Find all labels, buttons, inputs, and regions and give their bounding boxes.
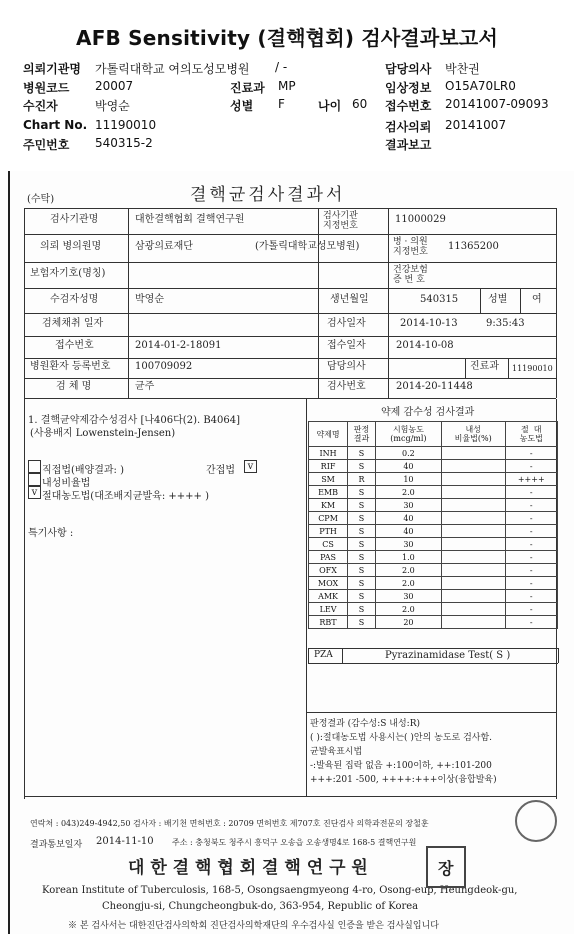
form-cell: 균주 bbox=[135, 381, 155, 392]
form-cell: 2014-20-11448 bbox=[396, 381, 473, 392]
header-label: 나이 bbox=[318, 99, 342, 113]
table-cell: - bbox=[505, 551, 558, 564]
test-line-1: 1. 결핵균약제감수성검사 [나406다(2). B4064] bbox=[28, 415, 241, 426]
form-cell: 검사기관명 bbox=[50, 214, 99, 225]
table-cell: RIF bbox=[309, 460, 348, 473]
header-label: 결과보고 bbox=[385, 138, 432, 152]
table-row bbox=[309, 473, 558, 486]
table-cell: CPM bbox=[309, 512, 348, 525]
official-seal-icon: 장 bbox=[426, 846, 466, 888]
form-cell: 검사일자 bbox=[327, 317, 366, 329]
table-cell: S bbox=[348, 460, 376, 473]
header-label: 접수번호 bbox=[385, 99, 432, 113]
table-header: 내성 비율법(%) bbox=[441, 422, 505, 447]
table-cell: 40 bbox=[375, 525, 441, 538]
header-value: F bbox=[278, 97, 285, 111]
test-line-2: (사용배지 Lowenstein-Jensen) bbox=[30, 428, 176, 439]
special-notes: 특기사항 : bbox=[28, 528, 74, 539]
table-cell: 30 bbox=[375, 499, 441, 512]
table-cell bbox=[441, 551, 505, 564]
form-cell: 생년월일 bbox=[330, 293, 369, 305]
table-row bbox=[309, 512, 558, 525]
table-cell: SM bbox=[309, 473, 348, 486]
header-value: MP bbox=[278, 79, 296, 93]
method-checkbox: v bbox=[244, 460, 257, 473]
report-date-label: 결과통보일자 bbox=[30, 840, 83, 850]
form-cell: 성별 bbox=[488, 293, 508, 305]
report-date: 2014-11-10 bbox=[96, 836, 154, 847]
header-value: 60 bbox=[352, 97, 368, 111]
report-title: AFB Sensitivity (결핵협회) 검사결과보고서 bbox=[76, 26, 498, 50]
method-checkbox bbox=[28, 473, 41, 486]
table-cell: S bbox=[348, 616, 376, 629]
header-label: 성별 bbox=[230, 99, 254, 113]
table-cell: S bbox=[348, 603, 376, 616]
table-cell: S bbox=[348, 590, 376, 603]
table-cell: 10 bbox=[375, 473, 441, 486]
pza-label: PZA bbox=[314, 650, 333, 660]
table-cell bbox=[441, 538, 505, 551]
header-label: 수진자 bbox=[23, 99, 58, 113]
table-cell: - bbox=[505, 486, 558, 499]
table-cell: 2.0 bbox=[375, 603, 441, 616]
table-cell: - bbox=[505, 447, 558, 460]
table-cell: - bbox=[505, 603, 558, 616]
table-cell bbox=[441, 603, 505, 616]
judgement-line: 판정결과 (감수성:S 내성:R) bbox=[310, 719, 420, 729]
form-cell: 11365200 bbox=[448, 241, 499, 252]
table-row bbox=[309, 603, 558, 616]
table-row bbox=[309, 499, 558, 512]
form-cell: 540315 bbox=[420, 293, 459, 305]
sensitivity-title: 약제 감수성 검사결과 bbox=[381, 407, 475, 418]
english-address-2: Cheongju-si, Chungcheongbuk-do, 363-954, Republic of Korea bbox=[102, 901, 419, 912]
table-cell: - bbox=[505, 460, 558, 473]
table-cell bbox=[441, 616, 505, 629]
table-cell: AMK bbox=[309, 590, 348, 603]
method-label: 내성비율법 bbox=[42, 478, 91, 489]
method-checkbox: v bbox=[28, 486, 41, 499]
form-cell: 박영순 bbox=[135, 293, 164, 305]
table-cell: - bbox=[505, 538, 558, 551]
table-cell: - bbox=[505, 564, 558, 577]
table-row bbox=[309, 590, 558, 603]
certification-stamp-icon bbox=[515, 800, 557, 842]
table-cell: - bbox=[505, 512, 558, 525]
header-value: / - bbox=[275, 60, 288, 74]
header-value: 540315-2 bbox=[95, 136, 153, 150]
table-cell: - bbox=[505, 499, 558, 512]
table-cell bbox=[441, 499, 505, 512]
table-row bbox=[309, 447, 558, 460]
table-row bbox=[309, 564, 558, 577]
table-header: 시험농도 (mcg/ml) bbox=[375, 422, 441, 447]
form-cell: 2014-10-08 bbox=[396, 340, 454, 351]
table-cell: S bbox=[348, 486, 376, 499]
header-value: 20141007-09093 bbox=[445, 97, 549, 111]
table-cell: 1.0 bbox=[375, 551, 441, 564]
table-cell: S bbox=[348, 577, 376, 590]
table-cell bbox=[441, 525, 505, 538]
table-row bbox=[309, 616, 558, 629]
judgement-line: 균발육표시법 bbox=[310, 747, 363, 757]
table-cell: - bbox=[505, 616, 558, 629]
table-row bbox=[309, 538, 558, 551]
header-value: 20007 bbox=[95, 79, 134, 93]
header-label: 주민번호 bbox=[23, 138, 70, 152]
form-cell: (가톨릭대학교성모병원) bbox=[255, 241, 360, 252]
institute-name: 대 한 결 핵 협 회 결 핵 연 구 원 bbox=[128, 858, 368, 878]
table-cell: MOX bbox=[309, 577, 348, 590]
table-cell: S bbox=[348, 538, 376, 551]
table-cell bbox=[441, 447, 505, 460]
table-row bbox=[309, 577, 558, 590]
form-cell: 대한결핵협회 결핵연구원 bbox=[135, 214, 245, 225]
drug-sensitivity-table bbox=[308, 421, 558, 629]
form-cell: 2014-10-13 bbox=[400, 317, 458, 329]
table-row bbox=[309, 460, 558, 473]
table-cell bbox=[441, 590, 505, 603]
table-cell: 40 bbox=[375, 460, 441, 473]
table-cell: R bbox=[348, 473, 376, 486]
table-cell: ++++ bbox=[505, 473, 558, 486]
table-cell: CS bbox=[309, 538, 348, 551]
table-cell bbox=[441, 473, 505, 486]
header-value: 박찬권 bbox=[445, 62, 480, 76]
form-cell: 검사기관 지정번호 bbox=[323, 211, 358, 231]
judgement-line: -:발육된 집락 없음 +:100이하, ++:101-200 bbox=[310, 761, 492, 771]
table-cell bbox=[441, 486, 505, 499]
form-cell: 검사번호 bbox=[327, 381, 366, 392]
table-row bbox=[309, 486, 558, 499]
english-address-1: Korean Institute of Tuberculosis, 168-5, Osongsaengmyeong 4-ro, Osong-eup, Heungdeok-gu, bbox=[42, 885, 518, 896]
header-value: 박영순 bbox=[95, 99, 130, 113]
header-label: 병원코드 bbox=[23, 81, 70, 95]
form-cell: 접수일자 bbox=[327, 340, 366, 351]
table-cell: OFX bbox=[309, 564, 348, 577]
form-cell: 검 체 명 bbox=[56, 381, 92, 392]
form-cell: 진료과 bbox=[470, 361, 499, 372]
table-cell: 2.0 bbox=[375, 564, 441, 577]
form-cell: 수검자성명 bbox=[50, 293, 99, 305]
form-cell: 의뢰 병의원명 bbox=[40, 241, 102, 252]
header-value: O15A70LR0 bbox=[445, 79, 516, 93]
table-cell bbox=[441, 564, 505, 577]
contact-line: 연락처 : 043)249-4942,50 검사자 : 배기천 면허번호 : 20709 면허번호 제707호 진단검사 의학과전문의 장철훈 bbox=[30, 819, 429, 828]
certification-note: ※ 본 검사서는 대한진단검사의학회 진단검사의학재단의 우수검사실 인증을 받은 검사실입니다 bbox=[68, 921, 439, 931]
table-cell bbox=[441, 577, 505, 590]
form-cell: 삼광의료재단 bbox=[135, 241, 193, 252]
header-label: 의뢰기관명 bbox=[23, 62, 81, 76]
table-cell: KM bbox=[309, 499, 348, 512]
form-cell: 병 · 의원 지정번호 bbox=[393, 237, 428, 257]
table-cell: S bbox=[348, 525, 376, 538]
table-cell: S bbox=[348, 499, 376, 512]
table-cell: 2.0 bbox=[375, 577, 441, 590]
form-cell: 건강보험 증 번 호 bbox=[393, 265, 428, 285]
table-cell: S bbox=[348, 564, 376, 577]
header-label: 진료과 bbox=[230, 81, 265, 95]
table-cell: EMB bbox=[309, 486, 348, 499]
form-cell: 검체채취 일자 bbox=[42, 317, 104, 329]
form-cell: 보험자기호(명칭) bbox=[30, 268, 106, 279]
table-cell: 40 bbox=[375, 512, 441, 525]
header-value: 20141007 bbox=[445, 118, 507, 132]
form-cell: 2014-01-2-18091 bbox=[135, 340, 222, 351]
table-header: 판정 결과 bbox=[348, 422, 376, 447]
table-cell: 2.0 bbox=[375, 486, 441, 499]
table-cell: - bbox=[505, 590, 558, 603]
form-cell: 9:35:43 bbox=[486, 317, 525, 329]
header-label: Chart No. bbox=[23, 118, 88, 132]
table-cell bbox=[441, 460, 505, 473]
pza-value: Pyrazinamidase Test( S ) bbox=[385, 650, 511, 661]
method-label: 직접법(배양결과: ) bbox=[42, 465, 124, 476]
judgement-line: +++:201 -500, ++++:+++이상(융합발육) bbox=[310, 775, 497, 785]
address: 주소 : 충청북도 청주시 흥덕구 오송읍 오송생명4로 168-5 결핵연구원 bbox=[172, 838, 417, 847]
copy-type: (수탁) bbox=[27, 194, 55, 205]
table-cell: PTH bbox=[309, 525, 348, 538]
form-cell: 병원환자 등록번호 bbox=[30, 361, 111, 372]
method-checkbox bbox=[28, 460, 41, 473]
table-cell: RBT bbox=[309, 616, 348, 629]
table-header: 절 대 농도법 bbox=[505, 422, 558, 447]
table-row bbox=[309, 551, 558, 564]
header-label: 임상정보 bbox=[385, 81, 432, 95]
table-cell: 30 bbox=[375, 538, 441, 551]
table-cell: 20 bbox=[375, 616, 441, 629]
method-label: 절대농도법(대조배지균발육: ++++ ) bbox=[42, 491, 209, 502]
table-cell: S bbox=[348, 551, 376, 564]
table-row bbox=[309, 525, 558, 538]
table-cell: INH bbox=[309, 447, 348, 460]
form-cell: 100709092 bbox=[135, 361, 193, 372]
judgement-line: ( ):절대농도법 사용시는( )안의 농도로 검사함. bbox=[310, 733, 493, 743]
table-cell bbox=[441, 512, 505, 525]
method-label: 간접법 bbox=[206, 465, 235, 476]
header-value: 11190010 bbox=[95, 118, 157, 132]
form-title: 결핵균검사결과서 bbox=[190, 185, 346, 205]
table-cell: S bbox=[348, 447, 376, 460]
table-cell: 0.2 bbox=[375, 447, 441, 460]
form-cell: 접수번호 bbox=[55, 340, 94, 351]
form-cell: 11190010 bbox=[512, 364, 553, 373]
header-label: 검사의뢰 bbox=[385, 120, 432, 134]
header-value: 가톨릭대학교 여의도성모병원 bbox=[95, 62, 250, 76]
form-cell: 담당의사 bbox=[327, 361, 366, 372]
table-cell: - bbox=[505, 577, 558, 590]
form-cell: 11000029 bbox=[395, 214, 446, 225]
table-header: 약제명 bbox=[309, 422, 348, 447]
table-cell: - bbox=[505, 525, 558, 538]
table-cell: LEV bbox=[309, 603, 348, 616]
table-cell: PAS bbox=[309, 551, 348, 564]
header-label: 담당의사 bbox=[385, 62, 432, 76]
form-cell: 여 bbox=[532, 293, 542, 305]
table-cell: S bbox=[348, 512, 376, 525]
table-cell: 30 bbox=[375, 590, 441, 603]
